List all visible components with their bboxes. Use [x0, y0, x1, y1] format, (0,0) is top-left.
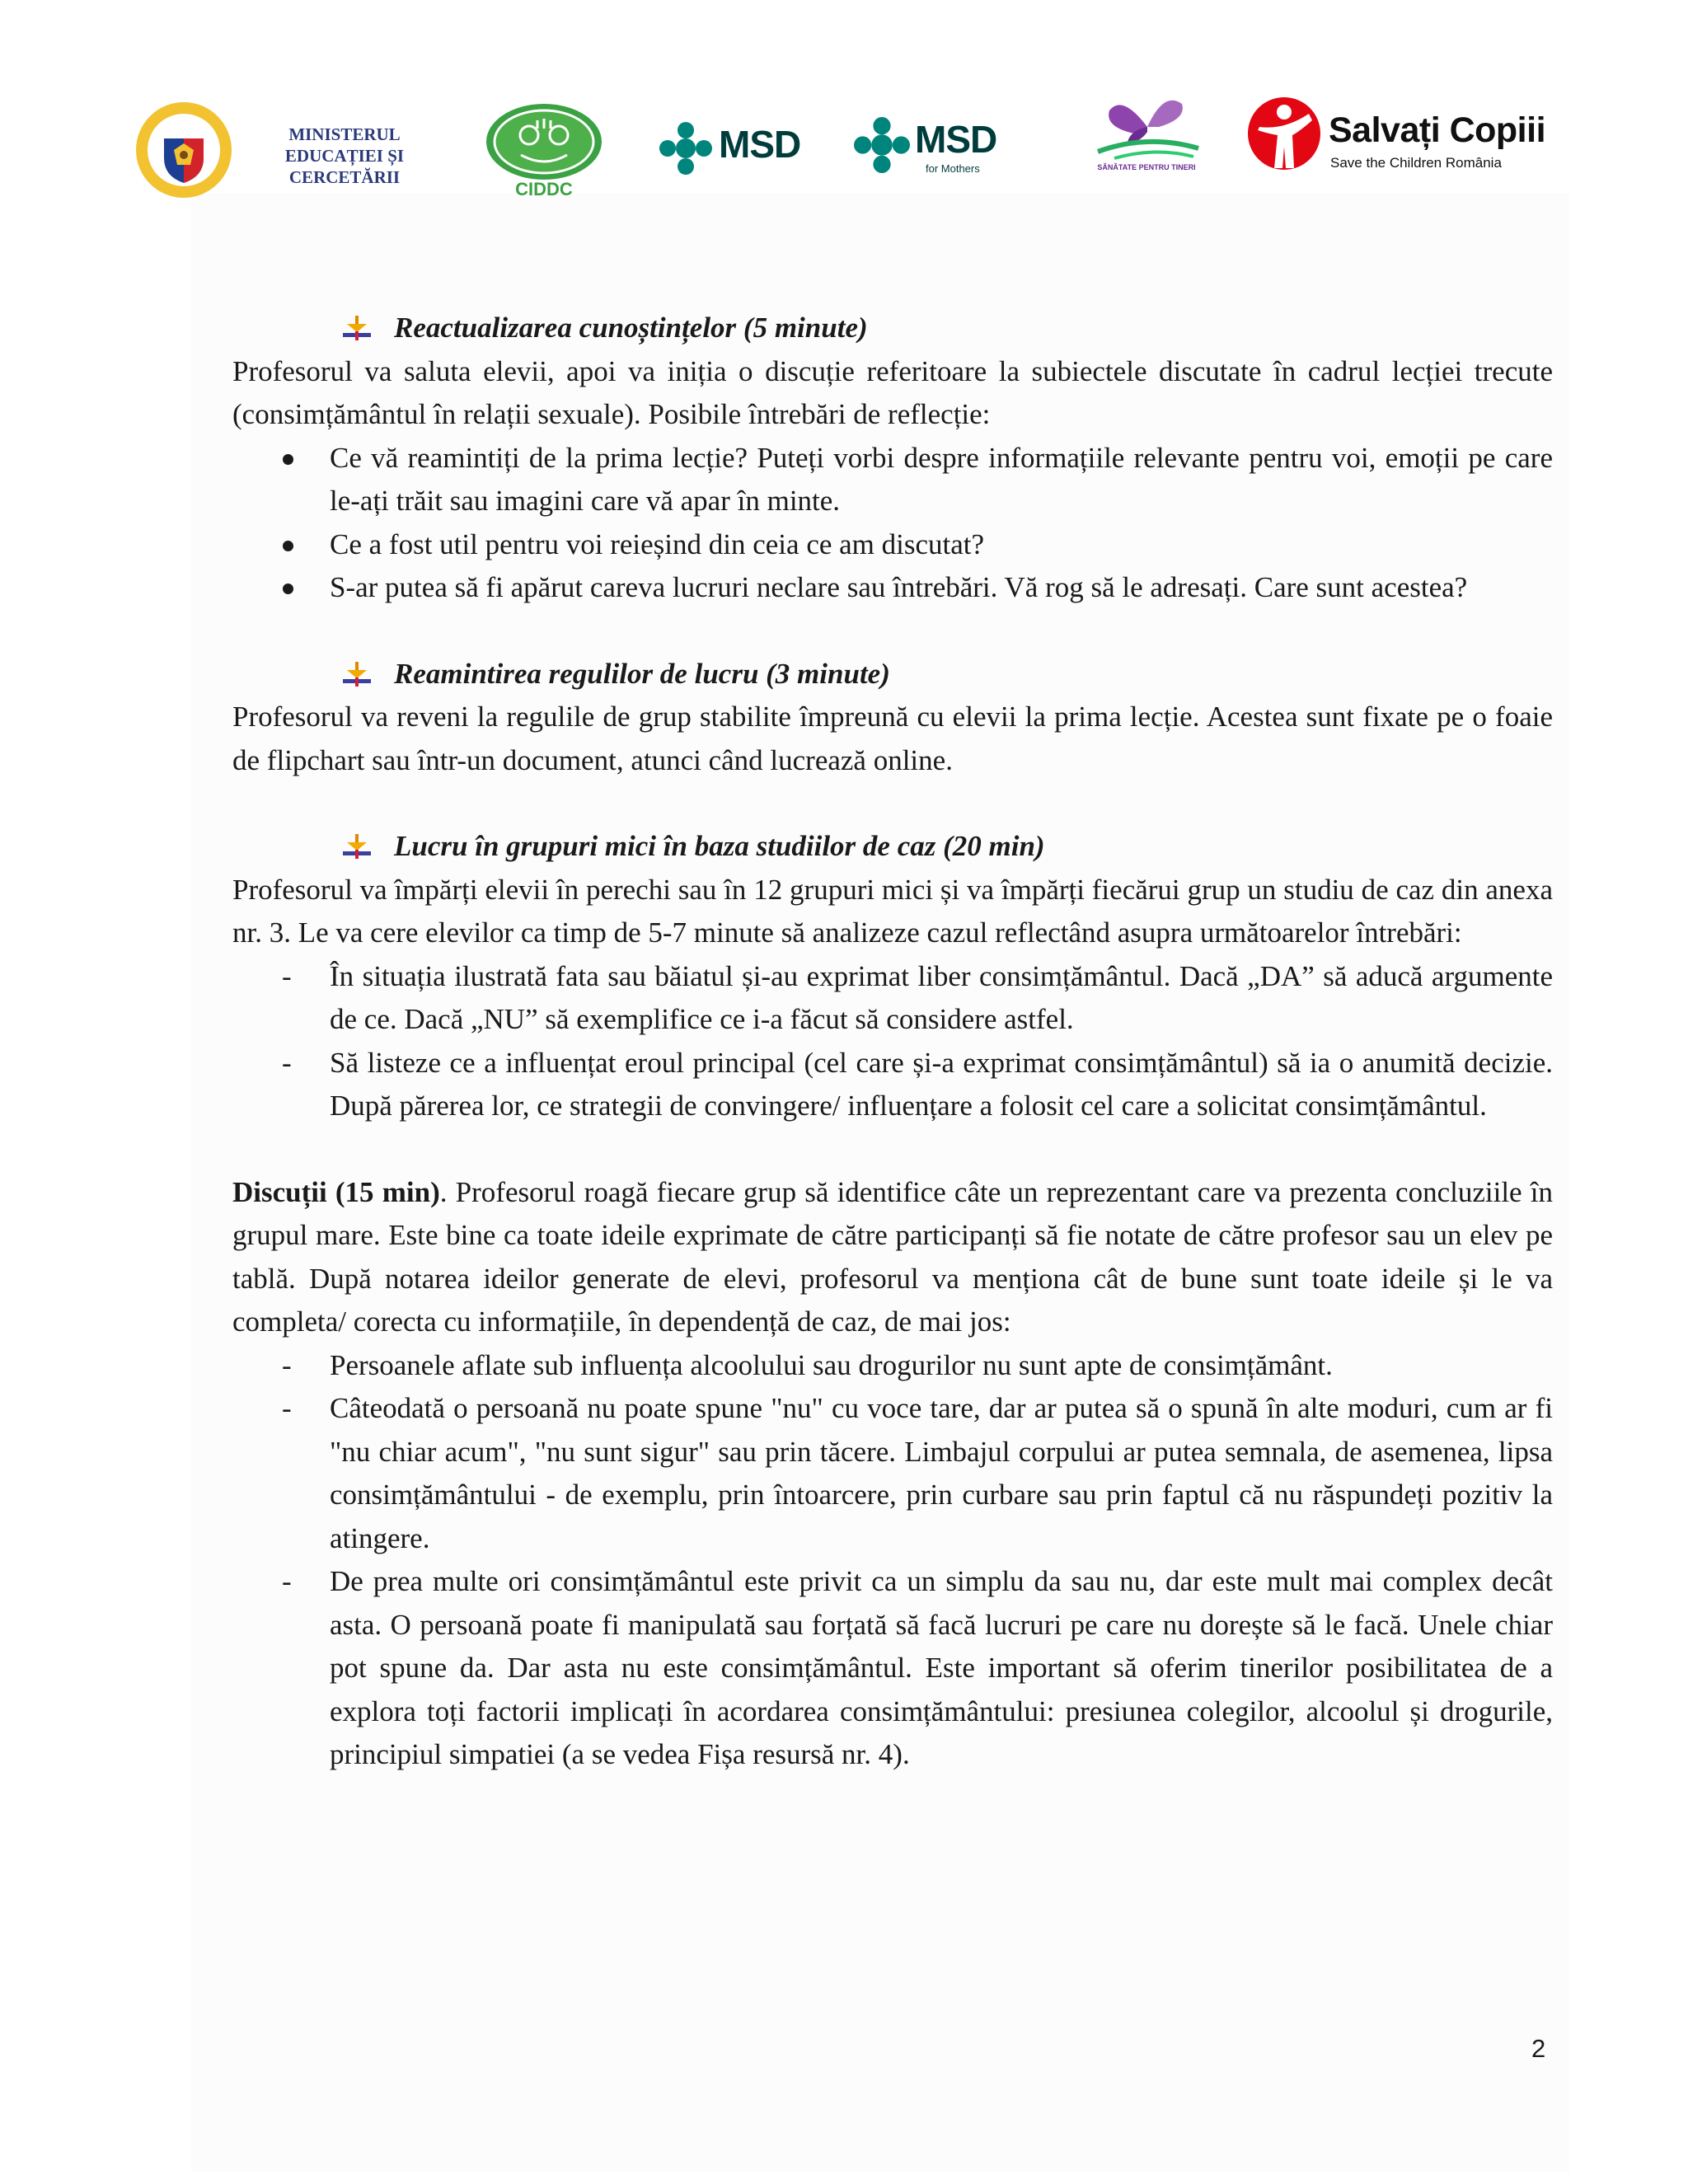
ministry-name: MINISTERUL EDUCAȚIEI ȘI CERCETĂRII [284, 124, 405, 187]
msd-logo-icon [659, 122, 712, 175]
salvati-copiii-subtitle: Save the Children România [1330, 155, 1502, 171]
list-item: S-ar putea să fi apărut careva lucruri neclare sau întrebări. Vă rog să le adresați. Care sunt acestea? [232, 566, 1553, 610]
salvati-copiii-name: Salvați Copiii [1329, 110, 1546, 150]
moldova-coat-of-arms-icon [134, 101, 233, 199]
sanatate-butterfly-icon [1090, 94, 1205, 163]
ciddc-logo-icon [485, 102, 603, 181]
list-item: Ce a fost util pentru voi reieșind din ceia ce am discutat? [232, 523, 1553, 567]
list-item: - Câteodată o persoană nu poate spune "nu" cu voce tare, dar ar putea să o spună în alte moduri, cum ar fi "nu chiar acum", "nu sunt sigur" sau prin tăcere. Limbajul corpului ar putea semnala, de asemenea, lipsa consimțământului - de exemplu, prin întoarcere, prin curbare sau prin faptul că nu răspundeți pozitiv la atingere. [232, 1387, 1553, 1560]
document-body [232, 307, 1553, 1777]
section-heading-grupuri: Lucru în grupuri mici în baza studiilor de caz (20 min) [232, 825, 1553, 869]
arrow-bullet-icon [343, 834, 371, 859]
dash-marker: - [282, 1392, 292, 1424]
bullet-marker [283, 541, 293, 551]
section-heading-reamintire: Reamintirea regulilor de lucru (3 minute) [232, 653, 1553, 696]
ciddc-label: CIDDC [515, 179, 573, 199]
header-logos [0, 0, 1688, 223]
dash-marker: - [282, 1565, 292, 1597]
save-the-children-icon [1246, 94, 1322, 173]
msd-mothers-label: MSD [915, 118, 997, 161]
dash-list [232, 1344, 1553, 1777]
sanatate-label: SĂNĂTATE PENTRU TINERI [1097, 163, 1196, 171]
paragraph: Profesorul va împărți elevii în perechi sau în 12 grupuri mici și va împărți fiecărui grup un studiu de caz din anexa nr. 3. Le va cere elevilor ca timp de 5-7 minute să analizeze cazul reflectând asupra următoarelor întrebări: [232, 873, 1553, 949]
bullet-marker [283, 583, 293, 594]
paragraph: Profesorul va saluta elevii, apoi va iniția o discuție referitoare la subiectele discutate în cadrul lecției trecute (consimțământul în relații sexuale). Posibile întrebări de reflecție: [232, 354, 1553, 430]
dash-marker: - [282, 1046, 292, 1079]
arrow-bullet-icon [343, 316, 371, 340]
section-heading-reactualizare: Reactualizarea cunoștințelor (5 minute) [232, 307, 1553, 350]
dash-marker: - [282, 1348, 292, 1381]
page-number: 2 [1531, 2034, 1546, 2063]
dash-marker: - [282, 959, 292, 992]
list-item: - Să listeze ce a influențat eroul principal (cel care și-a exprimat consimțământul) să ia o anumită decizie. După părerea lor, ce strategii de convingere/ influențare a folosit cel care a solicitat consimțământul. [232, 1042, 1553, 1128]
arrow-bullet-icon [343, 662, 371, 687]
msd-mothers-subtitle: for Mothers [926, 162, 980, 175]
bullet-list [232, 437, 1553, 610]
paragraph-discutii: Discuții (15 min). Profesorul roagă fiecare grup să identifice câte un reprezentant care va prezenta concluziile în grupul mare. Este bine ca toate ideile exprimate de către participanți să fie notate de către profesor sau un elev pe tablă. După notarea ideilor generate de elevi, profesorul va menționa cât de bune sunt toate ideile și le va completa/ corecta cu informațiile, în dependență de caz, de mai jos: [232, 1175, 1553, 1338]
list-item: - În situația ilustrată fata sau băiatul și-au exprimat liber consimțământul. Dacă „DA” să aducă argumente de ce. Dacă „NU” să exemplifice ce i-a făcut să considere astfel. [232, 955, 1553, 1042]
list-item: - Persoanele aflate sub influența alcoolului sau drogurilor nu sunt apte de consimțământ. [232, 1344, 1553, 1388]
msd-mothers-logo-icon [854, 117, 910, 173]
list-item: - De prea multe ori consimțământul este privit ca un simplu da sau nu, dar este mult mai complex decât asta. O persoană poate fi manipulată sau forțată să facă lucruri pe care nu dorește să le facă. Unele chiar pot spune da. Dar asta nu este consimțământul. Este important să oferim tinerilor posibilitatea de a explora toți factorii implicați în acordarea consimțământului: presiunea colegilor, alcoolul și drogurile, principiul simpatiei (a se vedea Fișa resursă nr. 4). [232, 1560, 1553, 1777]
msd-label: MSD [719, 123, 801, 166]
dash-list [232, 955, 1553, 1128]
list-item: Ce vă reamintiți de la prima lecție? Puteți vorbi despre informațiile relevante pentru voi, emoții pe care le-ați trăit sau imagini care vă apar în minte. [232, 437, 1553, 523]
paragraph: Profesorul va reveni la regulile de grup stabilite împreună cu elevii la prima lecție. Acestea sunt fixate pe o foaie de flipchart sau într-un document, atunci când lucrează online. [232, 701, 1553, 776]
bullet-marker [283, 454, 293, 465]
discutii-label: Discuții (15 min) [232, 1175, 440, 1208]
